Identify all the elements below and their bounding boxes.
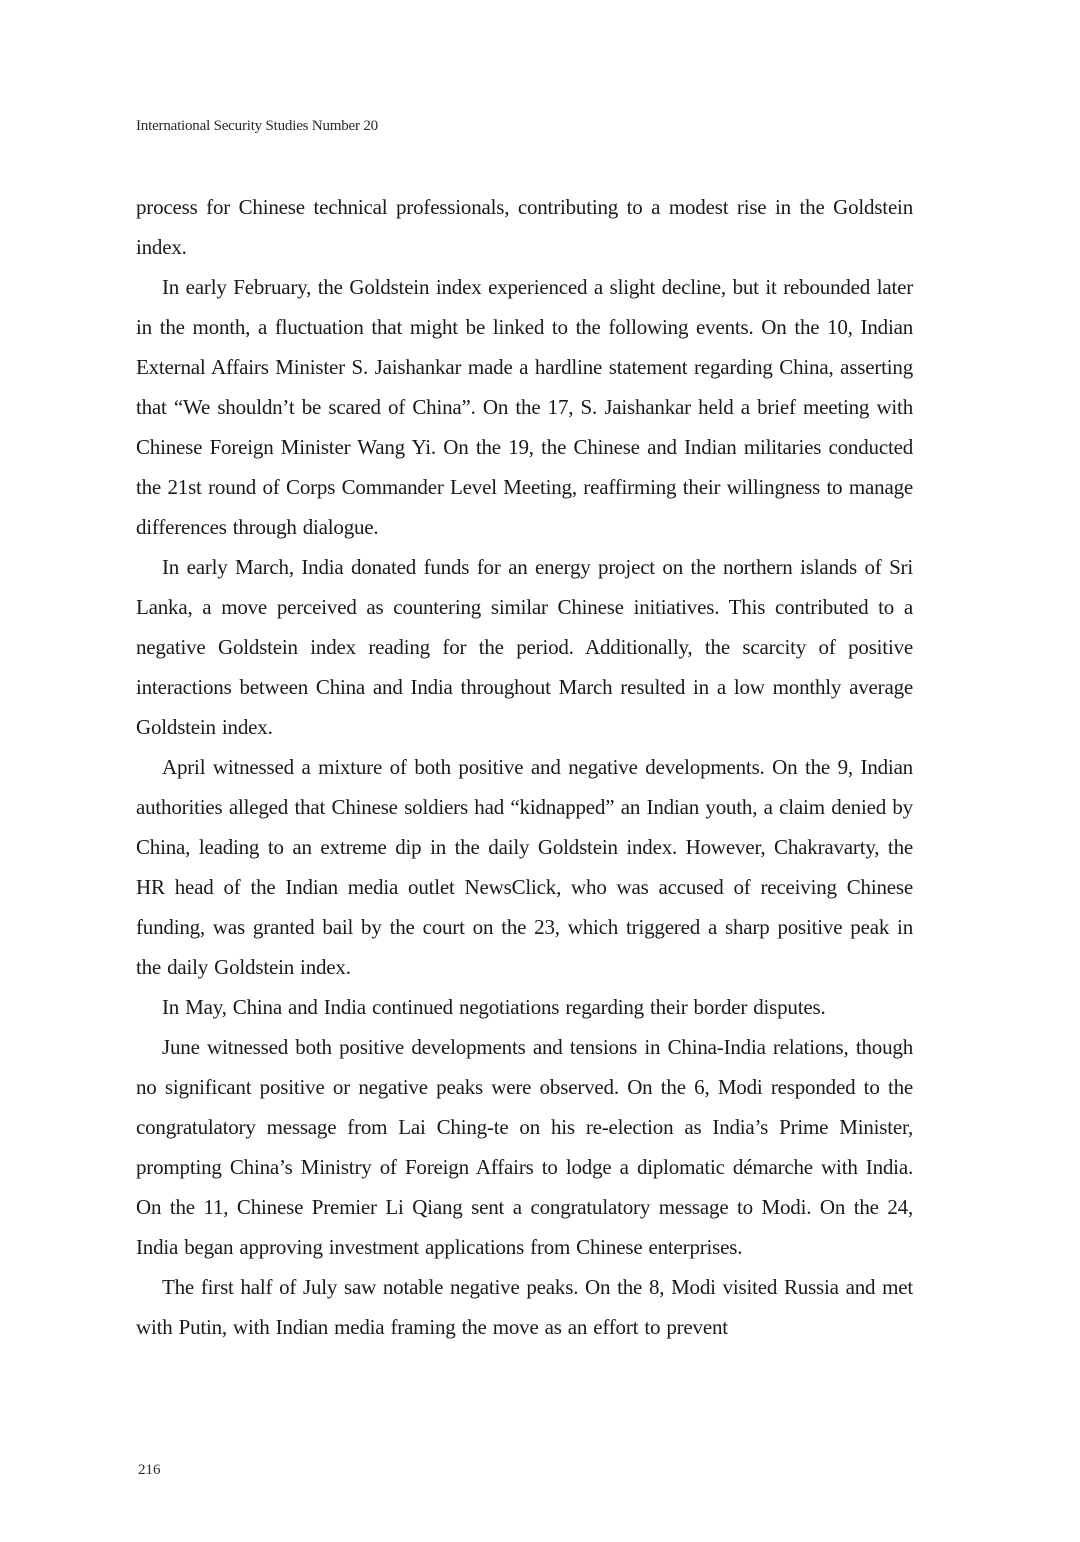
body-text	[136, 187, 913, 1347]
running-header: International Security Studies Number 20	[136, 118, 378, 134]
paragraph-june: June witnessed both positive developments and tensions in China-India relations, though no significant positive or negative peaks were observed. On the 6, Modi responded to the congratulatory message from Lai Ching-te on his re-election as India’s Prime Minister, prompting China’s Ministry of Foreign Affairs to lodge a diplomatic démarche with India. On the 11, Chinese Premier Li Qiang sent a congratulatory message to Modi. On the 24, India began approving investment applications from Chinese enterprises.	[136, 1035, 913, 1259]
paragraph-may: In May, China and India continued negotiations regarding their border disputes.	[162, 995, 826, 1019]
paragraph-march: In early March, India donated funds for an energy project on the northern islands of Sri Lanka, a move perceived as countering similar Chinese initiatives. This contributed to a negative Goldstein index reading for the period. Additionally, the scarcity of positive interactions between China and India throughout March resulted in a low monthly average Goldstein index.	[136, 555, 913, 739]
paragraph-continuation: process for Chinese technical professionals, contributing to a modest rise in the Goldstein index.	[136, 195, 913, 259]
paragraph-april: April witnessed a mixture of both positive and negative developments. On the 9, Indian authorities alleged that Chinese soldiers had “kidnapped” an Indian youth, a claim denied by China, leading to an extreme dip in the daily Goldstein index. However, Chakravarty, the HR head of the Indian media outlet NewsClick, who was accused of receiving Chinese funding, was granted bail by the court on the 23, which triggered a sharp positive peak in the daily Goldstein index.	[136, 755, 913, 979]
paragraph-february: In early February, the Goldstein index experienced a slight decline, but it rebounded later in the month, a fluctuation that might be linked to the following events. On the 10, Indian External Affairs Minister S. Jaishankar made a hardline statement regarding China, asserting that “We shouldn’t be scared of China”. On the 17, S. Jaishankar held a brief meeting with Chinese Foreign Minister Wang Yi. On the 19, the Chinese and Indian militaries conducted the 21st round of Corps Commander Level Meeting, reaffirming their willingness to manage differences through dialogue.	[136, 275, 913, 539]
paragraph-july: The first half of July saw notable negative peaks. On the 8, Modi visited Russia and met with Putin, with Indian media framing the move as an effort to prevent	[136, 1275, 913, 1339]
page-number: 216	[138, 1462, 161, 1478]
